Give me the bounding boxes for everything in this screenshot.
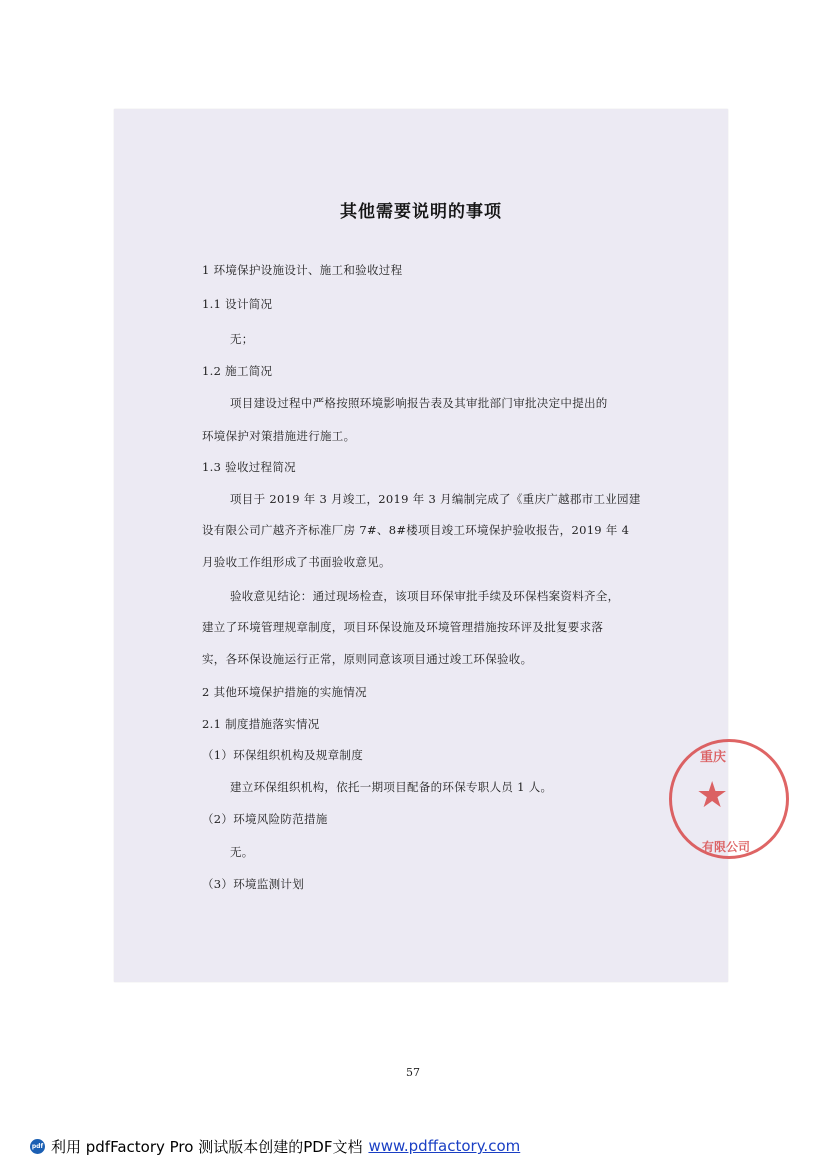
subheading: （3）环境监测计划	[202, 877, 305, 891]
star-icon: ★	[696, 775, 729, 816]
watermark-text: 利用 pdfFactory Pro 测试版本创建的PDF文档	[51, 1137, 363, 1156]
paragraph-line: 实，各环保设施运行正常，原则同意该项目通过竣工环保验收。	[202, 652, 533, 666]
paragraph-line: 无。	[230, 845, 254, 859]
heading-1-3: 1.3 验收过程简况	[202, 460, 296, 474]
paragraph-line: 月验收工作组形成了书面验收意见。	[202, 555, 391, 569]
paragraph-line: 环境保护对策措施进行施工。	[202, 429, 356, 443]
paragraph-line: 验收意见结论：通过现场检查，该项目环保审批手续及环保档案资料齐全，	[230, 589, 620, 603]
pdf-icon: pdf	[30, 1139, 45, 1154]
paragraph-line: 项目于 2019 年 3 月竣工，2019 年 3 月编制完成了《重庆广越郡市工业园建	[230, 492, 641, 506]
heading-2-1: 2.1 制度措施落实情况	[202, 717, 320, 731]
seal-bottom-text: 有限公司	[702, 840, 751, 854]
page-number: 57	[406, 1066, 420, 1079]
subheading: （2）环境风险防范措施	[202, 812, 328, 826]
paragraph-line: 无；	[230, 332, 254, 346]
paragraph-line: 项目建设过程中严格按照环境影响报告表及其审批部门审批决定中提出的	[230, 396, 608, 410]
document-title: 其他需要说明的事项	[340, 202, 502, 222]
scanned-page	[114, 109, 751, 982]
watermark-footer	[30, 1136, 520, 1156]
seal-top-text: 重庆	[700, 750, 727, 765]
heading-1: 1 环境保护设施设计、施工和验收过程	[202, 263, 403, 277]
heading-2: 2 其他环境保护措施的实施情况	[202, 685, 367, 699]
paragraph-line: 建立环保组织机构，依托一期项目配备的环保专职人员 1 人。	[230, 780, 553, 794]
paragraph-line: 设有限公司广越齐齐标准厂房 7#、8#楼项目竣工环境保护验收报告，2019 年 4	[202, 523, 630, 537]
subheading: （1）环保组织机构及规章制度	[202, 748, 364, 762]
official-seal	[669, 739, 789, 859]
pdffactory-link[interactable]: www.pdffactory.com	[368, 1137, 521, 1155]
heading-1-1: 1.1 设计简况	[202, 297, 273, 311]
heading-1-2: 1.2 施工简况	[202, 364, 273, 378]
paragraph-line: 建立了环境管理规章制度，项目环保设施及环境管理措施按环评及批复要求落	[202, 620, 604, 634]
